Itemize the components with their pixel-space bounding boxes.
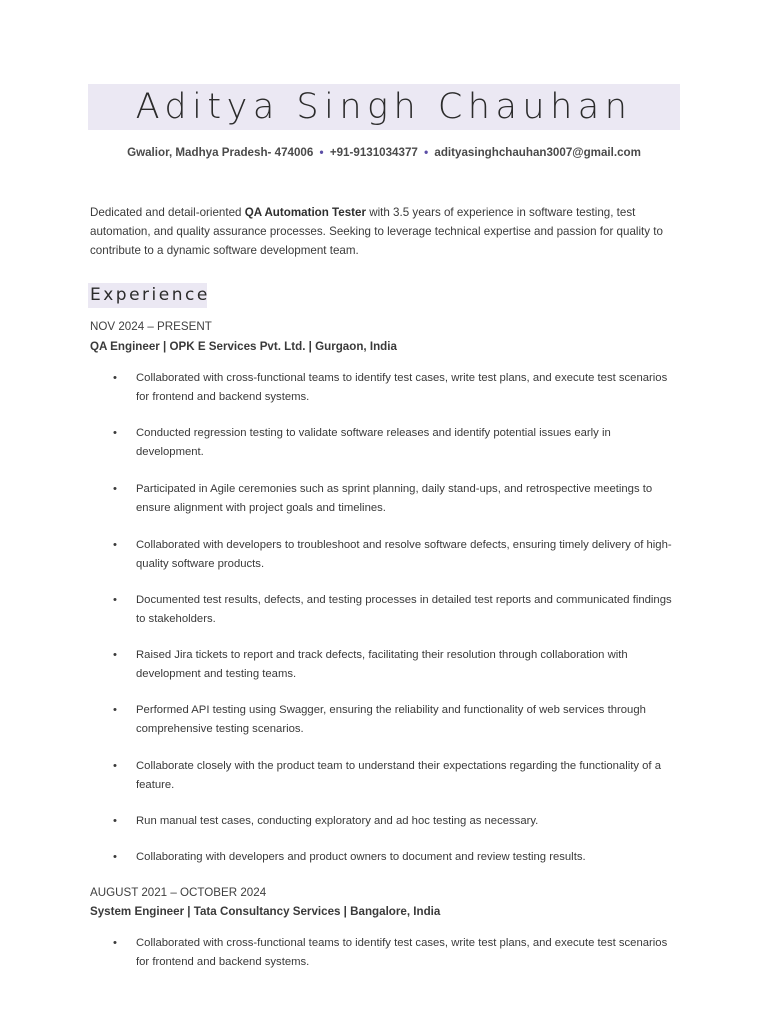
- contact-separator: •: [319, 146, 324, 159]
- contact-phone: +91-9131034377: [329, 146, 418, 159]
- job-bullet: • Participated in Agile ceremonies such as sprint planning, daily stand-ups, and retrospective meetings to ensure alignment with project goals and timelines.: [110, 480, 676, 518]
- job-bullet: • Conducted regression testing to validate software releases and identify potential issues early in development.: [110, 424, 676, 462]
- job-bullet: • Run manual test cases, conducting exploratory and ad hoc testing as necessary.: [110, 812, 538, 831]
- job-bullet: • Collaborated with developers to troubleshoot and resolve software defects, ensuring timely delivery of high-quality software products.: [110, 536, 676, 574]
- summary-highlight: QA Automation Tester: [244, 206, 366, 219]
- experience-heading-text: Experience: [90, 285, 210, 305]
- job-bullet: • Raised Jira tickets to report and track defects, facilitating their resolution through collaboration with development and testing teams.: [110, 646, 676, 684]
- contact-email: adityasinghchauhan3007@gmail.com: [434, 146, 641, 159]
- candidate-name: Aditya Singh Chauhan: [135, 87, 633, 127]
- summary-paragraph: [90, 203, 670, 260]
- name-banner: [88, 84, 680, 130]
- summary-text-before: Dedicated and detail-oriented: [90, 206, 245, 219]
- contact-separator: •: [424, 146, 429, 159]
- experience-heading: [88, 283, 210, 308]
- job-bullet: • Documented test results, defects, and testing processes in detailed test reports and communicated findings to stakeholders.: [110, 591, 676, 629]
- summary-text-after: with 3.5 years of experience in software testing, test automation, and quality assurance processes. Seeking to leverage technical expertise and passion for quality to contribute to a dynamic software development team.: [90, 206, 663, 257]
- contact-line: [88, 146, 680, 159]
- job-bullet: • Performed API testing using Swagger, ensuring the reliability and functionality of web services through comprehensive testing scenarios.: [110, 701, 676, 739]
- job-title: QA Engineer | OPK E Services Pvt. Ltd. | Gurgaon, India: [90, 340, 397, 353]
- contact-location: Gwalior, Madhya Pradesh- 474006: [127, 146, 314, 159]
- job-bullet: • Collaborate closely with the product team to understand their expectations regarding the functionality of a feature.: [110, 757, 676, 795]
- job-title: System Engineer | Tata Consultancy Services | Bangalore, India: [90, 905, 441, 918]
- job-bullet: • Collaborated with cross-functional teams to identify test cases, write test plans, and execute test scenarios for frontend and backend systems.: [110, 369, 676, 407]
- job-bullet: • Collaborating with developers and product owners to document and review testing results.: [110, 848, 586, 867]
- job-dates: NOV 2024 – PRESENT: [90, 320, 212, 333]
- job-dates: AUGUST 2021 – OCTOBER 2024: [90, 886, 267, 899]
- job-bullet: • Collaborated with cross-functional teams to identify test cases, write test plans, and execute test scenarios for frontend and backend systems.: [110, 934, 676, 972]
